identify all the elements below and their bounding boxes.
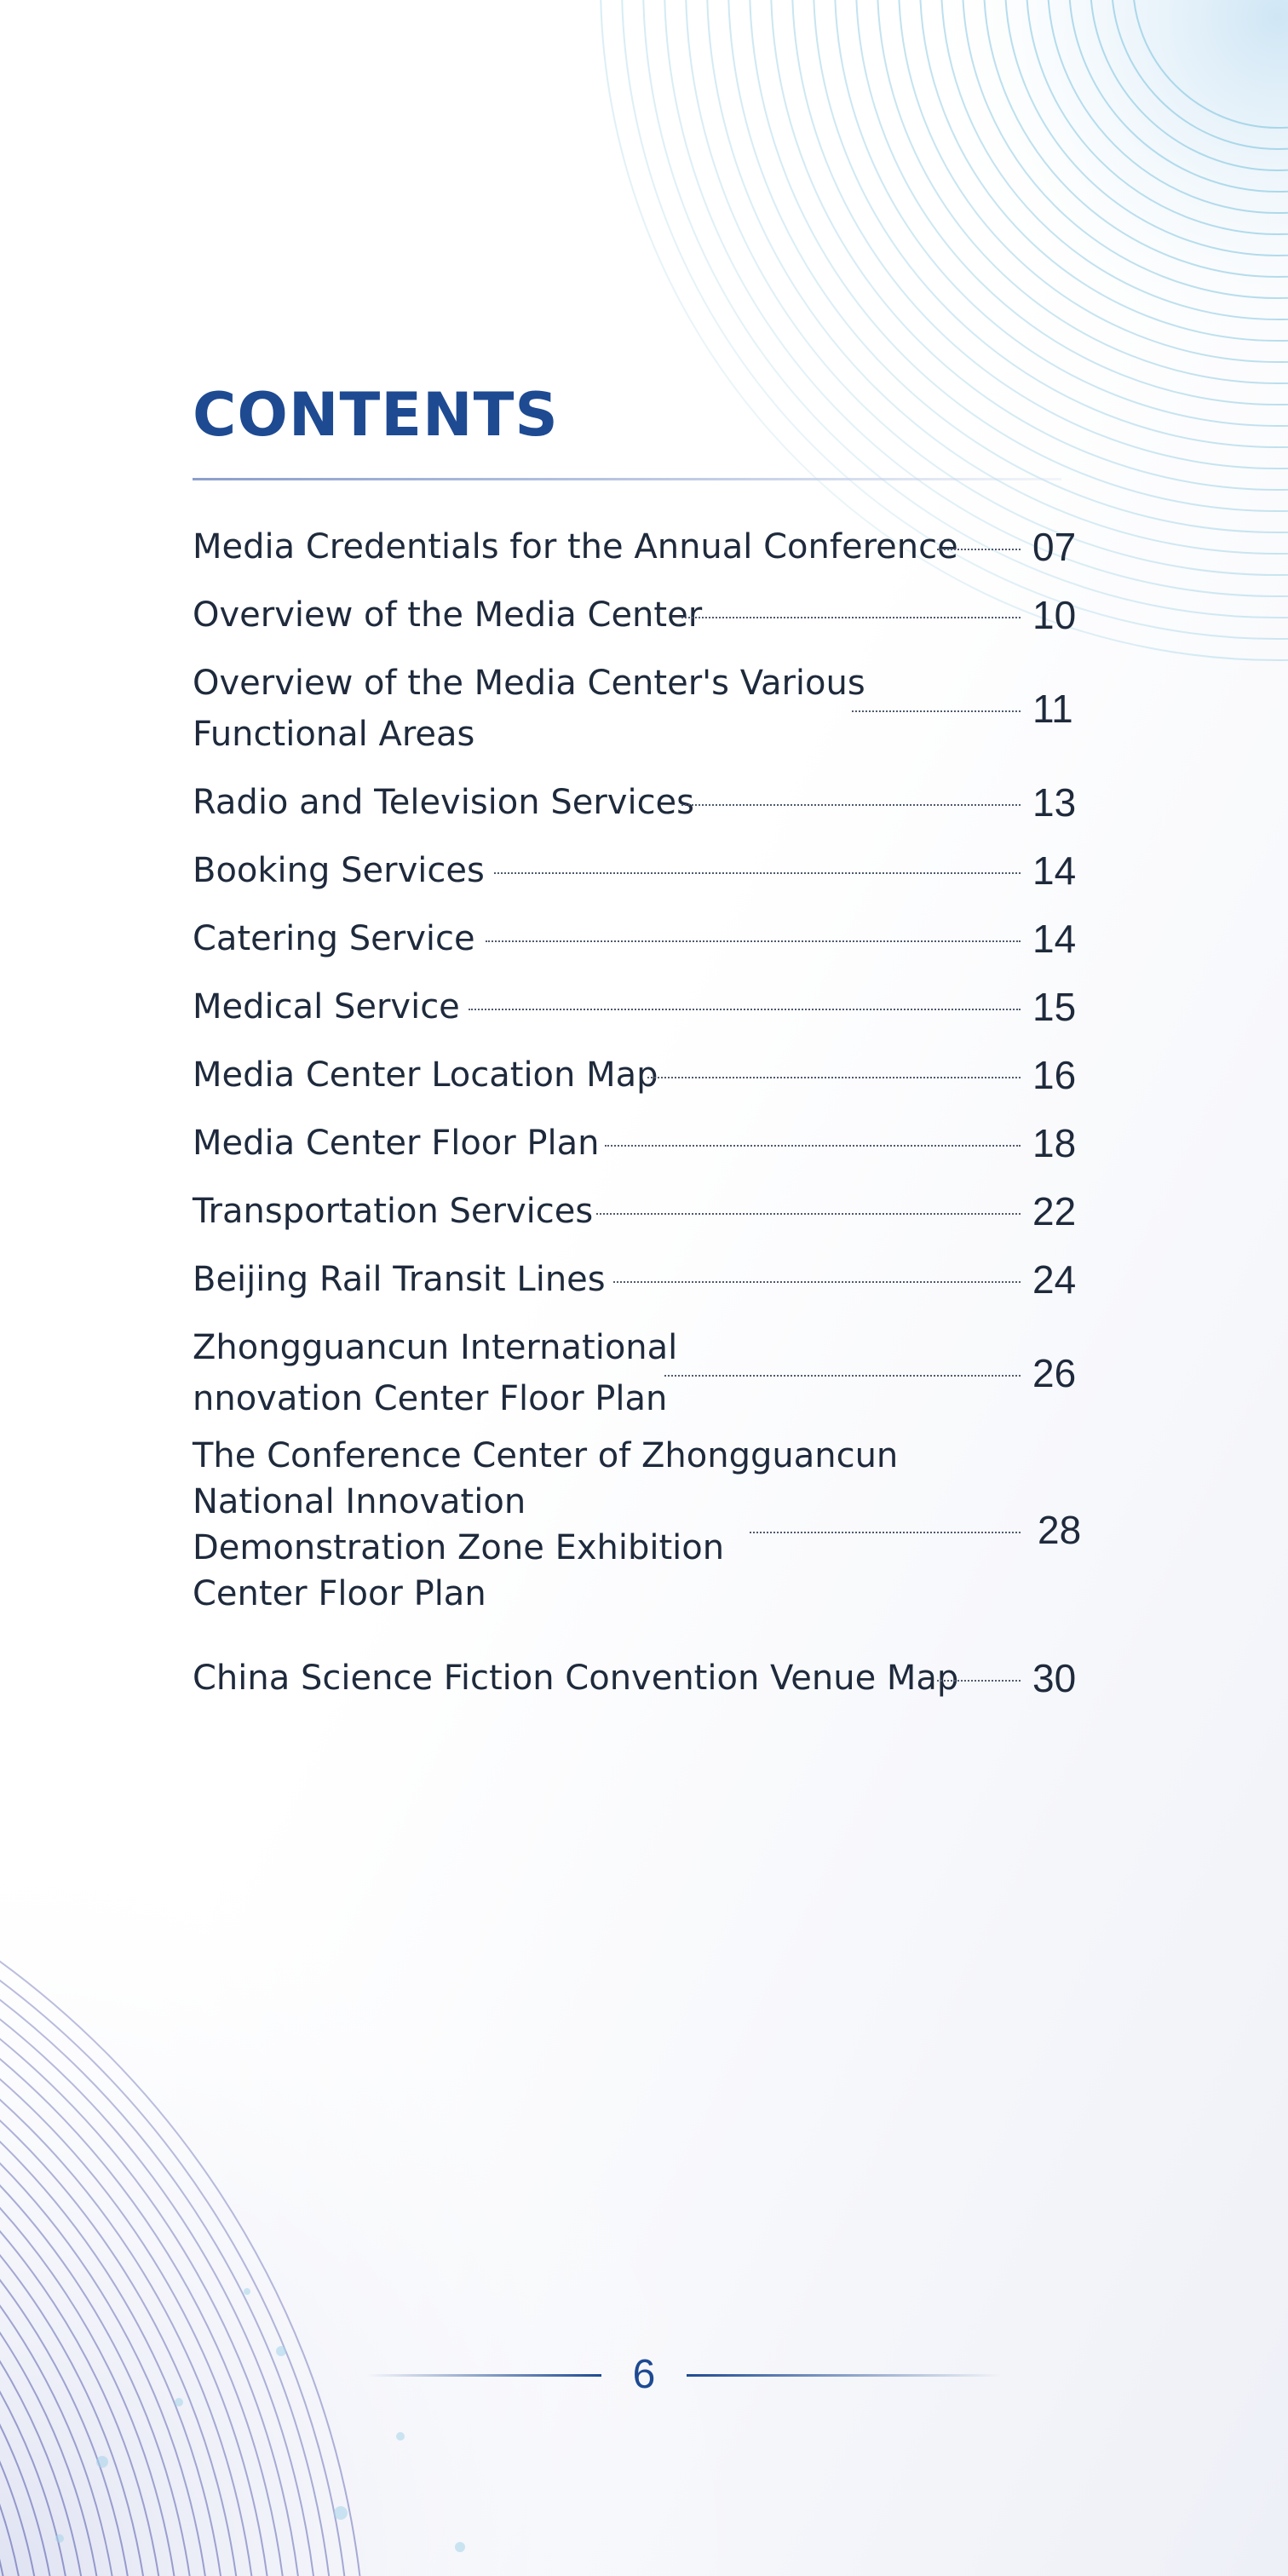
toc-entry[interactable] xyxy=(193,1049,1092,1101)
toc-entry[interactable] xyxy=(193,1254,1092,1305)
toc-entry-title: Radio and Television Services xyxy=(193,783,695,822)
toc-leader-dots xyxy=(681,617,1021,618)
toc-leader-dots xyxy=(469,1009,1021,1010)
toc-entry[interactable] xyxy=(193,777,1092,828)
toc-entry[interactable] xyxy=(193,589,1092,641)
toc-entry-title: The Conference Center of Zhongguancun National Innovation Demonstration Zone Exhibition Center Floor Plan xyxy=(193,1436,899,1613)
toc-leader-dots xyxy=(937,1680,1021,1682)
toc-leader-dots xyxy=(750,1532,1021,1533)
toc-entry-title: Overview of the Media Center's Various Functional Areas xyxy=(193,664,865,754)
toc-entry[interactable] xyxy=(193,981,1092,1032)
toc-leader-dots xyxy=(494,872,1021,874)
toc-page-number: 18 xyxy=(1032,1121,1077,1165)
toc-entry[interactable] xyxy=(193,1118,1092,1169)
toc-entry[interactable] xyxy=(193,1653,1092,1704)
toc-entry[interactable] xyxy=(193,913,1092,964)
toc-leader-dots xyxy=(852,710,1021,712)
toc-page-number: 15 xyxy=(1032,985,1077,1029)
toc-leader-dots xyxy=(613,1281,1021,1283)
toc-page-number: 10 xyxy=(1032,593,1077,637)
toc-entry-title: China Science Fiction Convention Venue Map xyxy=(193,1659,959,1698)
toc-entry-title: Overview of the Media Center xyxy=(193,595,703,635)
footer-rule-left xyxy=(366,2374,601,2377)
toc-page-number: 30 xyxy=(1032,1656,1077,1700)
toc-page-number: 14 xyxy=(1032,848,1077,893)
toc-entry-title: Beijing Rail Transit Lines xyxy=(193,1260,606,1299)
toc-entry-title: Catering Service xyxy=(193,919,475,958)
toc-page-number: 13 xyxy=(1032,780,1077,825)
toc-entry-title: Media Center Location Map xyxy=(193,1055,658,1095)
toc-entry[interactable] xyxy=(193,845,1092,896)
toc-page-number: 11 xyxy=(1032,687,1073,731)
toc-page-number: 16 xyxy=(1032,1053,1077,1097)
toc-leader-dots xyxy=(486,940,1021,942)
footer-rule-right xyxy=(687,2374,1002,2377)
toc-leader-dots xyxy=(664,1375,1021,1377)
toc-leader-dots xyxy=(681,804,1021,806)
toc-entry-title: Booking Services xyxy=(193,851,485,890)
toc-entry-title: Media Center Floor Plan xyxy=(193,1124,600,1163)
toc-entry-title: Transportation Services xyxy=(193,1192,594,1231)
toc-entry-title: Medical Service xyxy=(193,987,460,1026)
toc-page-number: 14 xyxy=(1032,917,1077,961)
toc-entry[interactable] xyxy=(193,1438,1092,1622)
toc-entry[interactable] xyxy=(193,1322,1092,1424)
toc-leader-dots xyxy=(605,1145,1021,1147)
toc-leader-dots xyxy=(647,1077,1021,1078)
toc-entry-title: Zhongguancun International nnovation Center Floor Plan xyxy=(193,1328,678,1418)
page-title: CONTENTS xyxy=(193,380,559,450)
page-number: 6 xyxy=(632,2352,656,2397)
toc-page-number: 22 xyxy=(1032,1189,1077,1233)
toc-entry-title: Media Credentials for the Annual Conference xyxy=(193,527,958,566)
toc-page-number: 26 xyxy=(1032,1351,1077,1395)
toc-leader-dots xyxy=(937,549,1021,550)
toc-page-number: 07 xyxy=(1032,525,1077,569)
toc-entry[interactable] xyxy=(193,521,1092,572)
toc-page-number: 28 xyxy=(1038,1508,1082,1552)
toc-entry[interactable] xyxy=(193,658,1092,760)
table-of-contents xyxy=(193,0,1092,1789)
toc-leader-dots xyxy=(596,1213,1021,1215)
toc-page-number: 24 xyxy=(1032,1257,1077,1302)
toc-entry[interactable] xyxy=(193,1186,1092,1237)
